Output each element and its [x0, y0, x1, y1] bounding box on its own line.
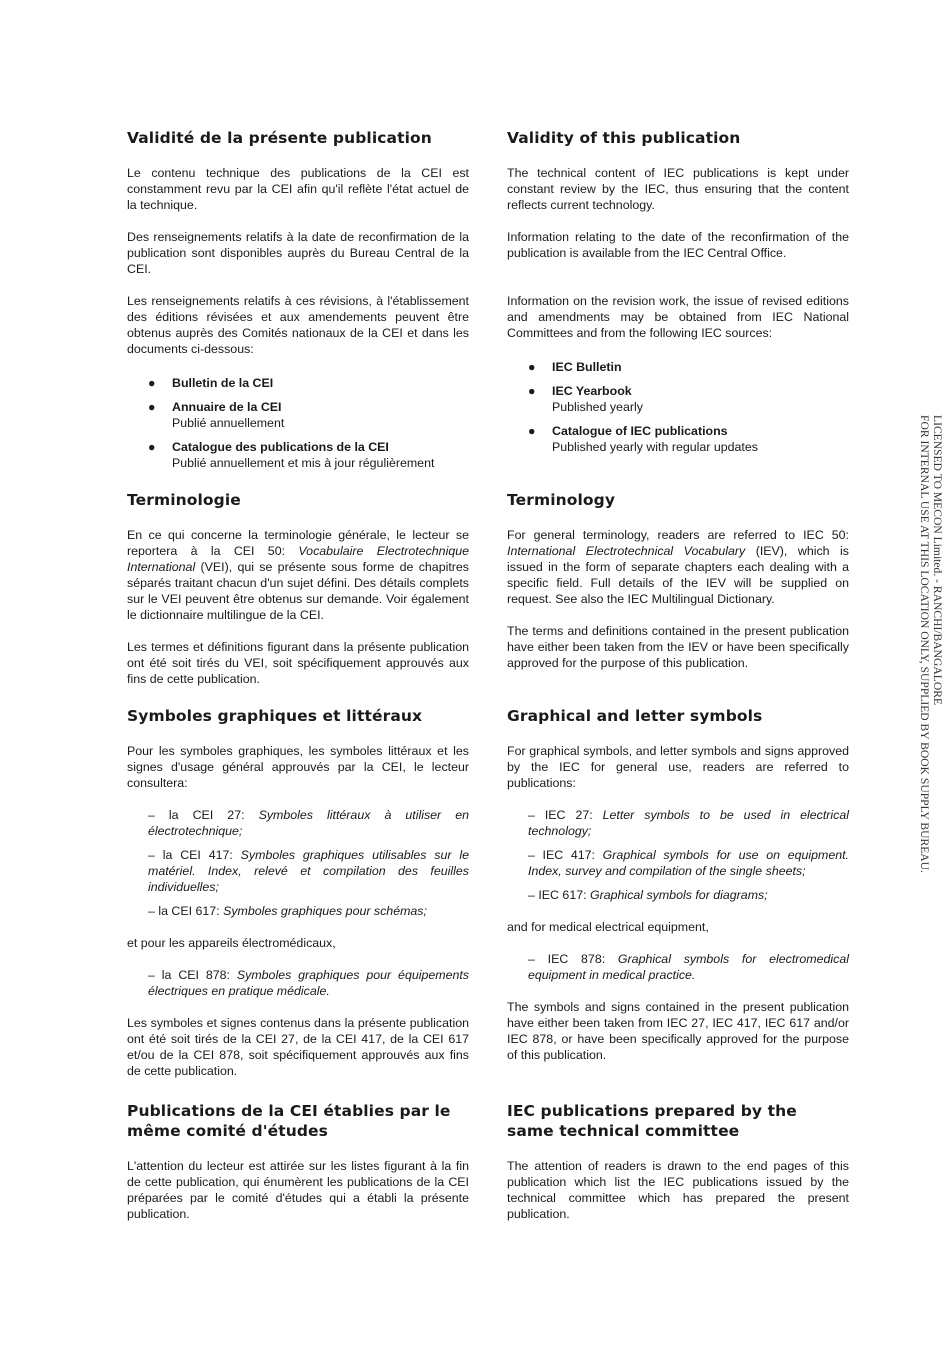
bullet-icon: ● [148, 376, 156, 390]
paragraph: Des renseignements relatifs à la date de reconfirmation de la publication sont disponibles auprès du Bureau Central de la CEI. [127, 230, 469, 276]
medical-symbols-list [127, 967, 469, 999]
bullet-icon: ● [528, 424, 536, 438]
list-item: – la CEI 417: Symboles graphiques utilisables sur le matériel. Index, relevé et compilation des feuilles individuelles; [148, 848, 470, 894]
section-title: Graphical and letter symbols [507, 707, 763, 725]
list-item: ● IEC Yearbook Published yearly [528, 384, 643, 414]
symbols-list [127, 807, 469, 919]
section-title: Validity of this publication [507, 129, 741, 147]
section-title: Validité de la présente publication [127, 129, 432, 147]
paragraph: Information on the revision work, the issue of revised editions and amendments may be obtained from IEC National Committees and from the following IEC sources: [507, 294, 849, 340]
paragraph: The symbols and signs contained in the present publication have either been taken from IEC 27, IEC 417, IEC 617 and/or IEC 878, or have been specifically approved for the purpose of this publication. [507, 1000, 849, 1062]
committee-section-fr [127, 1101, 469, 1238]
paragraph: En ce qui concerne la terminologie générale, le lecteur se reportera à la CEI 50: Vocabulaire Electrotechnique International (VEI), qui se présente sous forme de chapitres séparés traitant chacun d'un sujet défini. Des détails complets sur le VEI peuvent être obtenus sur demande. Voir également le dictionnaire multilingue de la CEI. [127, 528, 469, 622]
list-item: – IEC 617: Graphical symbols for diagrams; [528, 888, 768, 902]
list-item: – la CEI 878: Symboles graphiques pour équipements électriques en pratique médicale. [148, 968, 470, 998]
list-item: ● Annuaire de la CEI Publié annuellement [148, 400, 285, 430]
paragraph: Pour les symboles graphiques, les symboles littéraux et les signes d'usage général approuvés par la CEI, le lecteur consultera: [127, 744, 469, 790]
validity-section-en [507, 128, 849, 463]
section-title: Terminology [507, 491, 616, 509]
symbols-section-fr [127, 706, 469, 1095]
symbols-list [507, 807, 849, 903]
section-title: Terminologie [127, 491, 241, 509]
paragraph: The attention of readers is drawn to the end pages of this publication which list the IEC publications issued by the technical committee which has prepared the present publication. [507, 1159, 849, 1221]
validity-section-fr [127, 128, 469, 479]
paragraph: et pour les appareils électromédicaux, [127, 936, 336, 950]
paragraph: Les renseignements relatifs à ces révisions, à l'établissement des éditions révisées et aux amendements peuvent être obtenus auprès des Comités nationaux de la CEI et dans les documents ci-dessous: [127, 294, 469, 356]
paragraph: and for medical electrical equipment, [507, 920, 709, 934]
terminology-section-en [507, 490, 849, 687]
list-item: ● Bulletin de la CEI [148, 376, 274, 390]
paragraph: The technical content of IEC publications is kept under constant review by the IEC, thus ensuring that the content reflects current technology. [507, 166, 849, 212]
list-item: – IEC 27: Letter symbols to be used in electrical technology; [528, 808, 849, 838]
list-item: – la CEI 617: Symboles graphiques pour schémas; [148, 904, 427, 918]
bullet-icon: ● [528, 360, 536, 374]
list-item: ● Catalogue des publications de la CEI Publié annuellement et mis à jour régulièrement [148, 440, 435, 470]
list-item: – IEC 417: Graphical symbols for use on equipment. Index, survey and compilation of the single sheets; [528, 848, 849, 878]
list-item: – IEC 878: Graphical symbols for electromedical equipment in medical practice. [528, 952, 849, 982]
license-stamp [918, 415, 948, 935]
bullet-icon: ● [528, 384, 536, 398]
list-item: – la CEI 27: Symboles littéraux à utiliser en électrotechnique; [148, 808, 469, 838]
paragraph: For general terminology, readers are referred to IEC 50: International Electrotechnical Vocabulary (IEV), which is issued in the form of separate chapters each dealing with a specific field. Full details of the IEV will be supplied on request. See also the IEC Multilingual Dictionary. [507, 528, 850, 606]
list-item: ● IEC Bulletin [528, 360, 622, 374]
paragraph: Les symboles et signes contenus dans la présente publication ont été soit tirés de la CEI 27, de la CEI 417, de la CEI 617 et/ou de la CEI 878, soit spécifiquement approuvés aux fins de cette publication. [127, 1016, 469, 1078]
paragraph: Information relating to the date of the reconfirmation of the publication is available from the IEC Central Office. [507, 230, 849, 260]
section-title: IEC publications prepared by the same technical committee [507, 1102, 797, 1140]
committee-section-en [507, 1101, 849, 1238]
paragraph: For graphical symbols, and letter symbols and signs approved by the IEC for general use, readers are referred to publications: [507, 744, 849, 790]
list-item: ● Catalogue of IEC publications Published yearly with regular updates [528, 424, 758, 454]
paragraph: Le contenu technique des publications de la CEI est constamment revu par la CEI afin qu'il reflète l'état actuel de la technique. [127, 166, 469, 212]
bullet-icon: ● [148, 400, 156, 414]
section-title: Publications de la CEI établies par le même comité d'études [127, 1102, 451, 1140]
symbols-section-en [507, 706, 849, 1079]
sources-list [127, 375, 469, 471]
paragraph: L'attention du lecteur est attirée sur les listes figurant à la fin de cette publication, qui énumèrent les publications de la CEI préparées par le comité d'études qui a établi la présente publication. [127, 1159, 469, 1221]
terminology-section-fr [127, 490, 469, 703]
bullet-icon: ● [148, 440, 156, 454]
license-text: LICENSED TO MECON Limited. - RANCHI/BANGALORE FOR INTERNAL USE AT THIS LOCATION ONLY, SUPPLIED BY BOOK SUPPLY BUREAU. [918, 415, 944, 873]
medical-symbols-list [507, 951, 849, 983]
section-title: Symboles graphiques et littéraux [127, 707, 423, 725]
paragraph: Les termes et définitions figurant dans la présente publication ont été soit tirés du VEI, soit spécifiquement approuvés aux fins de cette publication. [127, 640, 469, 686]
sources-list [507, 359, 849, 455]
paragraph: The terms and definitions contained in the present publication have either been taken from the IEV or have been specifically approved for the purpose of this publication. [507, 624, 849, 670]
